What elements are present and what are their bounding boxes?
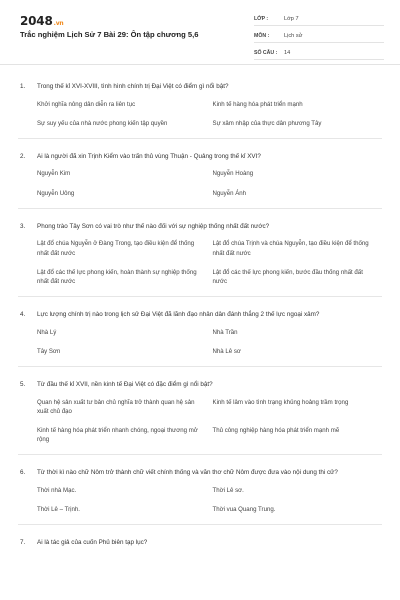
question-number: 5. <box>20 381 26 389</box>
question-text: Từ đầu thế kỉ XVII, nền kinh tế Đại Việt có đặc điểm gì nổi bật? <box>37 381 213 389</box>
answer-option[interactable]: Nguyễn Hoàng <box>212 170 254 178</box>
question-item <box>18 525 382 558</box>
answer-option[interactable]: Kinh tế hàng hóa phát triển mạnh <box>212 100 303 108</box>
answer-options <box>18 239 382 286</box>
answer-option[interactable]: Nguyễn Kim <box>37 170 71 178</box>
meta-value: Lớp 7 <box>284 15 299 22</box>
answer-option[interactable]: Thời vua Quang Trung. <box>212 506 276 514</box>
meta-value: 14 <box>284 49 291 56</box>
question-text: Lực lượng chính trị nào trong lịch sử Đại Việt đã lãnh đạo nhân dân đánh thắng 2 thế lực ngoại xâm? <box>37 311 320 319</box>
answer-option[interactable]: Nguyễn Ánh <box>212 189 247 197</box>
quiz-meta <box>254 12 384 63</box>
answer-option[interactable]: Nhà Trần <box>212 328 238 336</box>
question-text: Ai là tác giả của cuốn Phủ biên tạp lục? <box>37 539 148 547</box>
answer-options <box>18 486 382 514</box>
answer-option[interactable]: Quan hệ sản xuất tư bản chủ nghĩa trở thành quan hệ sản xuất chủ đạo <box>37 398 195 415</box>
answer-options <box>18 398 382 445</box>
question-list <box>0 65 400 558</box>
site-logo[interactable] <box>20 14 63 28</box>
question-item <box>18 297 382 367</box>
question-item <box>18 65 382 139</box>
answer-option[interactable]: Nhà Lê sơ <box>212 347 241 355</box>
answer-option[interactable]: Thời Lê – Trịnh. <box>37 506 80 514</box>
meta-row-count <box>254 46 384 60</box>
question-text: Từ thời kì nào chữ Nôm trở thành chữ viết chính thống và văn thơ chữ Nôm được đưa vào nội dung thi cử? <box>37 469 338 477</box>
question-item <box>18 367 382 455</box>
question-text: Ai là người đã xin Trịnh Kiểm vào trấn thủ vùng Thuận - Quảng trong thế kỉ XVI? <box>37 152 261 160</box>
question-number: 2. <box>20 152 26 160</box>
answer-options <box>18 169 382 197</box>
answer-option[interactable]: Lật đổ các thế lực phong kiến, hoàn thành sự nghiệp thống nhất đất nước <box>37 268 197 285</box>
answer-option[interactable]: Lật đổ các thế lực phong kiến, bước đầu thống nhất đất nước <box>212 268 363 285</box>
meta-key: LỚP : <box>254 15 269 22</box>
answer-option[interactable]: Sự suy yếu của nhà nước phong kiến tập quyền <box>37 119 168 127</box>
page-header <box>0 0 400 65</box>
answer-option[interactable]: Nhà Lý <box>37 328 57 336</box>
answer-option[interactable]: Lật đổ chúa Trịnh và chúa Nguyễn, tạo điều kiện để thống nhất đất nước <box>212 240 369 257</box>
answer-option[interactable]: Tây Sơn <box>37 347 61 355</box>
answer-option[interactable]: Thời nhà Mạc. <box>37 486 77 494</box>
question-number: 6. <box>20 469 26 477</box>
question-item <box>18 139 382 209</box>
meta-key: SỐ CÂU : <box>254 49 278 56</box>
question-item <box>18 455 382 525</box>
logo-suffix: .vn <box>53 20 64 27</box>
answer-options <box>18 328 382 356</box>
question-number: 1. <box>20 83 26 90</box>
meta-key: MÔN : <box>254 32 270 39</box>
meta-row-subject <box>254 29 384 43</box>
answer-option[interactable]: Kinh tế lâm vào tình trạng khủng hoảng trầm trọng <box>212 398 349 406</box>
meta-value: Lịch sử <box>284 32 303 39</box>
answer-option[interactable]: Nguyễn Uông <box>37 189 75 197</box>
answer-options <box>18 100 382 128</box>
question-number: 7. <box>20 539 26 547</box>
question-number: 4. <box>20 311 26 319</box>
question-text: Trong thế kỉ XVI-XVIII, tình hình chính trị Đại Việt có điểm gì nổi bật? <box>37 83 229 90</box>
answer-option[interactable]: Lật đổ chúa Nguyễn ở Đàng Trong, tạo điều kiện để thống nhất đất nước <box>37 240 195 257</box>
answer-option[interactable]: Thời Lê sơ. <box>212 486 244 494</box>
page-title: Trắc nghiệm Lịch Sử 7 Bài 29: Ôn tập chương 5,6 <box>20 30 199 39</box>
answer-option[interactable]: Khởi nghĩa nông dân diễn ra liên tục <box>37 100 136 108</box>
logo-main: 2048 <box>20 14 53 28</box>
question-item <box>18 209 382 297</box>
answer-option[interactable]: Sự xâm nhập của thực dân phương Tây <box>212 119 322 127</box>
answer-option[interactable]: Thủ công nghiệp hàng hóa phát triển mạnh mẽ <box>212 426 340 434</box>
meta-row-class <box>254 12 384 26</box>
answer-option[interactable]: Kinh tế hàng hóa phát triển nhanh chóng, ngoại thương mở rộng <box>37 426 198 444</box>
question-number: 3. <box>20 222 26 230</box>
question-text: Phong trào Tây Sơn có vai trò như thế nào đối với sự nghiệp thống nhất đất nước? <box>37 222 270 230</box>
